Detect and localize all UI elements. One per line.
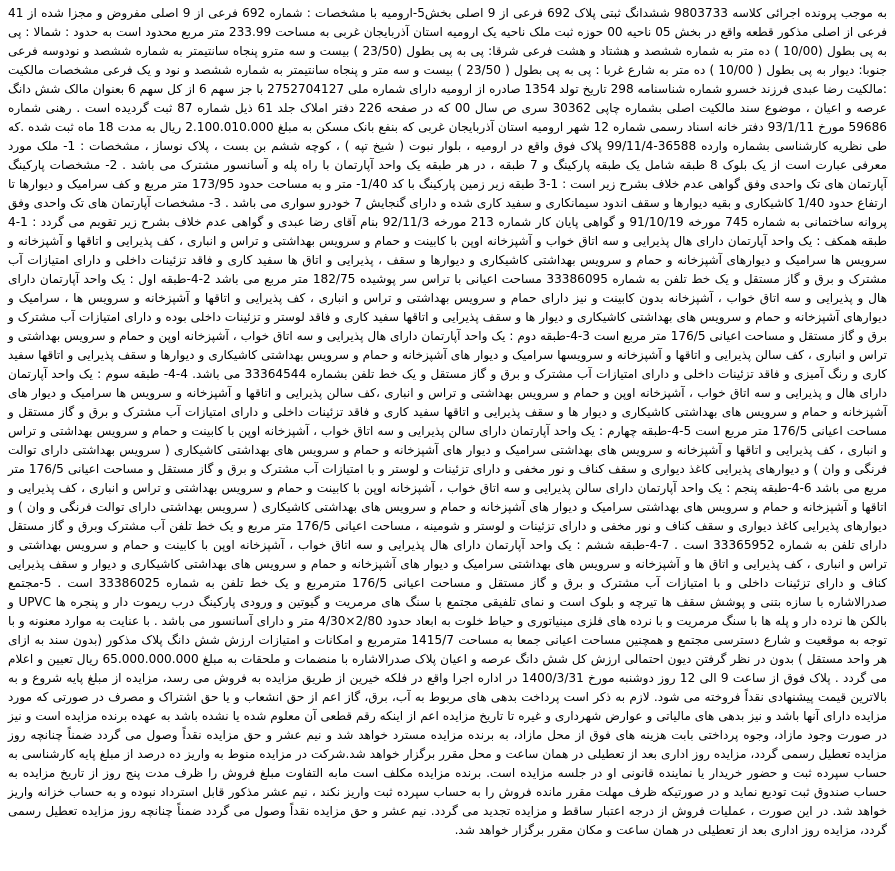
notice-body-text: به موجب پرونده اجرائی کلاسه 9803733 ششدانگ ثبتی پلاک 692 فرعی از 9 اصلی بخش5-ارومیه با مشخصات : شماره 692 فرعی از 9 اصلی مفروض و مجزا شده از 41 فرعی از اصلی مذکور قطعه واقع در بخش 05 ناحیه 00 حوزه ثبت ملک ناحیه یک ارومیه استان آذربایجان غربی به مساحت 233.99 متر مربع محدود است به حدود : شمالا : پی به پی بطول (10/00 ) ده متر به شماره ششصد و هشتاد و هشت فرعی شرقا: پی به پی بطول (23/50 ) بیست و سه مترو پنجاه سانتیمتر به شماره ششصد و نودوسه فرعی جنوبا: دیوار به پی بطول ( 10/00 ) ده متر به شارع غربا : پی به پی بطول ( 23/50 ) بیست و سه متر و پنجاه سانتیمتر به شماره ششصد و نود و یک فرعی مشخصات مالکیت :مالکیت رضا عبدی فرزند خسرو شماره شناسنامه 298 تاریخ تولد 1354 صادره از ارومیه دارای شماره ملی 2752704127 با جز سهم 6 از کل سهم 6 بعنوان مالک شش دانگ عرصه و اعیان ، موضوع سند مالکیت اصلی بشماره چاپی 30362 سری ص سال 00 که در صفحه 226 دفتر املاک جلد 61 ذیل شماره 87 ثبت گردیده است . رهنی شماره 59686 مورخ 93/1/11 دفتر خانه اسناد رسمی شماره 12 شهر ارومیه استان آذربایجان غربی که بنفع بانک مسکن به مبلغ 2.100.010.000 ریال به مدت 18 ماه ثبت شده .که طی نظریه کارشناسی بشماره وارده 36588-99/11/4 پلاک فوق واقع در ارومیه ، بلوار نبوت ( شیخ تپه ) ، کوچه ششم بن بست ، پلاک نوساز ، مشخصات : 1- ملک مورد معرفی عبارت است از یک بلوک 8 طبقه شامل یک طبقه پارکینگ و 7 طبقه ، در هر طبقه یک واحد آپارتمان با راه پله و آسانسور مشترک می باشد . 2- مشخصات پارکینگ آپارتمان های تک واحدی وفق گواهی عدم خلاف بشرح زیر است : 1-3 طبقه زیر زمین پارکینگ با کد 1/40- متر و به مساحت حدود 173/95 متر مربع و کف سرامیک و دیوارها تا ارتفاع حدود 1/40 کاشیکاری و بقیه دیوارها و سقف اندود سیمانکاری و سفید کاری شده و دارای گنجایش 7 خودرو سواری می باشد . 3- مشخصات آپارتمان های تک واحدی وفق پروانه ساختمانی به شماره 745 مورخه 91/10/19 و گواهی پایان کار شماره 213 مورخه 92/11/3 بنام آقای رضا عبدی و گواهی عدم خلاف بشرح زیر تقویم می گردد : 1-4 طبقه همکف : یک واحد آپارتمان دارای هال پذیرایی و سه اتاق خواب و آشپزخانه اوپن با کابینت و حمام و سرویس بهداشتی و تراس و انباری ، کف پذیرایی و اتاقها و آشپزخانه و سرویس ها سرامیک و دیوارهای آشپزخانه و حمام و سرویس بهداشتی کاشیکاری و دیوارها و سقف ، پذیرایی و اتاق ها سفید کاری و فاقد تزئینات داخلی و دارای امتیازات آب مشترک و برق و گاز مستقل و یک خط تلفن به شماره 33386095 مساحت اعیانی با تراس سر پوشیده 182/75 متر مربع می باشد 2-4-طبقه اول : یک واحد آپارتمان دارای هال و پذیرایی و سه اتاق خواب ، آشپزخانه بدون کابینت و نیز دارای حمام و سرویس بهداشتی و تراس و انباری ، کف پذیرایی و اتاقها و آشپزخانه و سرویس ها ، سرامیک و دیوارهای آشپزخانه و حمام و سرویس های بهداشتی کاشیکاری و دیوار ها و سقف پذیرایی و اتاقها سفید کاری و فاقد لوستر و تزئینات داخلی بوده و دارای امتیازات آب مشترک و برق و گاز مستقل و مساحت اعیانی 176/5 متر مربع است 3-4-طبقه دوم : یک واحد آپارتمان دارای هال پذیرایی و سه اتاق خواب ، آشپزخانه اوپن و حمام و سرویس بهداشتی و تراس و انباری ، کف سالن پذیرایی و اتاقها و آشپزخانه و سرویسها سرامیک و دیوار های آشپزخانه و حمام و سرویس بهداشتی کاشیکاری و دیوارها و سقف پذیرایی و اتاقها سفید کاری و رنگ آمیزی و فاقد تزئینات داخلی و دارای امتیازات آب مشترک و برق و گاز مستقل و یک خط تلفن بشماره 33364544 می باشد. 4-4- طبقه سوم : یک واحد آپارتمان دارای هال و پذیرایی و سه اتاق خواب ، آشپزخانه اوپن و حمام و سرویس بهداشتی و تراس و انباری ،کف سالن پذیرایی و اتاقها و آشپزخانه و سرویس ها سرامیک و دیوار های آشپزخانه و حمام و سرویس های بهداشتی کاشیکاری و دیوار ها و سقف پذیرایی و اتاقها سفید کاری و فاقد تزئینات داخلی و دارای امتیازات آب مشترک و برق و گاز مستقل و مساحت اعیانی 176/5 متر مربع است 5-4-طبقه چهارم : یک واحد آپارتمان دارای سالن پذیرایی و سه اتاق خواب ، آشپزخانه اوپن با کابینت و حمام و سرویس بهداشتی و تراس و انباری ، کف پذیرایی و اتاقها و آشپزخانه و سرویس های بهداشتی سرامیک و دیوار های آشپزخانه و حمام و سرویس های بهداشتی کاشیکاری ( سرویس بهداشتی دارای توالت فرنگی و وان ) و دیوارهای پذیرایی کاغذ دیواری و سقف کناف و نور مخفی و دارای تزئینات و لوستر و با امتیازات آب مشترک و برق و گاز مستقل و مساحت اعیانی 176/5 متر مربع می باشد 6-4-طبقه پنجم : یک واحد آپارتمان دارای سالن پذیرایی و سه اتاق خواب ، آشپزخانه اوپن با کابینت و حمام و سرویس بهداشتی و تراس و انباری ، کف پذیرایی و اتاقها و آشپزخانه و حمام و سرویس های بهداشتی سرامیک و دیوار های آشپزخانه و حمام و سرویس های بهداشتی کاشیکاری ( سرویس بهداشتی دارای توالت فرنگی و وان ) و دیوارهای پذیرایی کاغذ دیواری و سقف کناف و نور مخفی و دارای تزئینات و لوستر و شومینه ، مساحت اعیانی 176/5 متر مربع و یک خط تلفن آب مشترک وبرق و گاز مستقل دارای تلفن به شماره 33365952 است . 7-4-طبقه ششم : یک واحد آپارتمان دارای هال پذیرایی و سه اتاق خواب ، آشپزخانه اوپن با کابینت و حمام و سرویس بهداشتی و تراس و انباری ، کف پذیرایی و اتاق ها و آشپزخانه و سرویس های بهداشتی سرامیک و دیوار های آشپزخانه و حمام و سرویس های بهداشتی کاشیکاری و دیوار و سقف پذیرایی کناف و دارای تزئینات داخلی و با امتیازات آب مشترک و برق و گاز مستقل و مساحت اعیانی 176/5 مترمربع و یک خط تلفن به شماره 33386025 است . 5-مجتمع صدرالاشاره با سازه بتنی و پوشش سقف ها تیرچه و بلوک است و نمای تلفیقی مجتمع با سنگ های مرمریت و گیوتین و ورودی پارکینگ درب ریموت دار و پنجره ها UPVC و بالکن ها نرده دار و پله ها با سنگ مرمریت و با نرده های فلزی مینیاتوری و حیاط خلوت به ابعاد حدود 2/80×4/30 متر و دارای آسانسور می باشد . با عنایت به موارد معنونه و با توجه به موقعیت و شارع دسترسی مجتمع و همچنین مساحت اعیانی جمعا به مساحت 1415/7 مترمربع و امکانات و امتیازات ارزش شش دانگ پلاک مذکور (بدون سند به ازای هر واحد مستقل ) بدون در نظر گرفتن دیون احتمالی ارزش کل شش دانگ عرصه و اعیان پلاک صدرالاشاره با منضمات و ملحقات به مبلغ 65.000.000.000 ریال تعیین و اعلام می گردد . پلاک فوق از ساعت 9 الی 12 روز دوشنبه مورخ 1400/3/31 در اداره اجرا واقع در فلکه خیرین از طریق مزایده به فروش می رسد، مزایده از مبلغ پایه شروع و به بالاترین قیمت پیشنهادی نقداً فروخته می شود. لازم به ذکر است پرداخت بدهی های مربوط به آب، برق، گاز اعم از حق انشعاب و یا حق اشتراک و مصرف در صورتی که مورد مزایده دارای آنها باشد و نیز بدهی های مالیاتی و عوارض شهرداری و غیره تا تاریخ مزایده اعم از اینکه رقم قطعی آن معلوم شده یا نشده باشد به عهده برنده مزایده است و نیز در صورت وجود مازاد، وجوه پرداختی بابت هزینه های فوق از محل مازاد، به برنده مزایده مسترد خواهد شد و نیم عشر و حق مزایده نقداً وصول می گردد ضمناً چنانچه روز مزایده تعطیل رسمی گردد، مزایده روز اداری بعد از تعطیلی در همان ساعت و محل مقرر برگزار خواهد شد.شرکت در مزایده منوط به واریز ده درصد از مبلغ پایه کارشناسی به حساب سپرده ثبت و حضور خریدار یا نماینده قانونی او در جلسه مزایده است. برنده مزایده مکلف است مابه التفاوت مبلغ فروش را ظرف مدت پنج روز از تاریخ مزایده به حساب صندوق ثبت تودیع نماید و در صورتیکه ظرف مهلت مقرر مانده فروش را به حساب سپرده ثبت واریز نکند ، نیم عشر مذکور قابل استرداد نبوده و به حساب خزانه واریز خواهد شد. در این صورت ، عملیات فروش از درجه اعتبار ساقط و مزایده تجدید می گردد. نیم عشر و حق مزایده نقداً وصول می گردد ضمناً چنانچه روز مزایده تعطیل رسمی گردد، مزایده روز اداری بعد از تعطیلی در همان ساعت و مکان مقرر برگزار خواهد شد.: [8, 6, 888, 837]
